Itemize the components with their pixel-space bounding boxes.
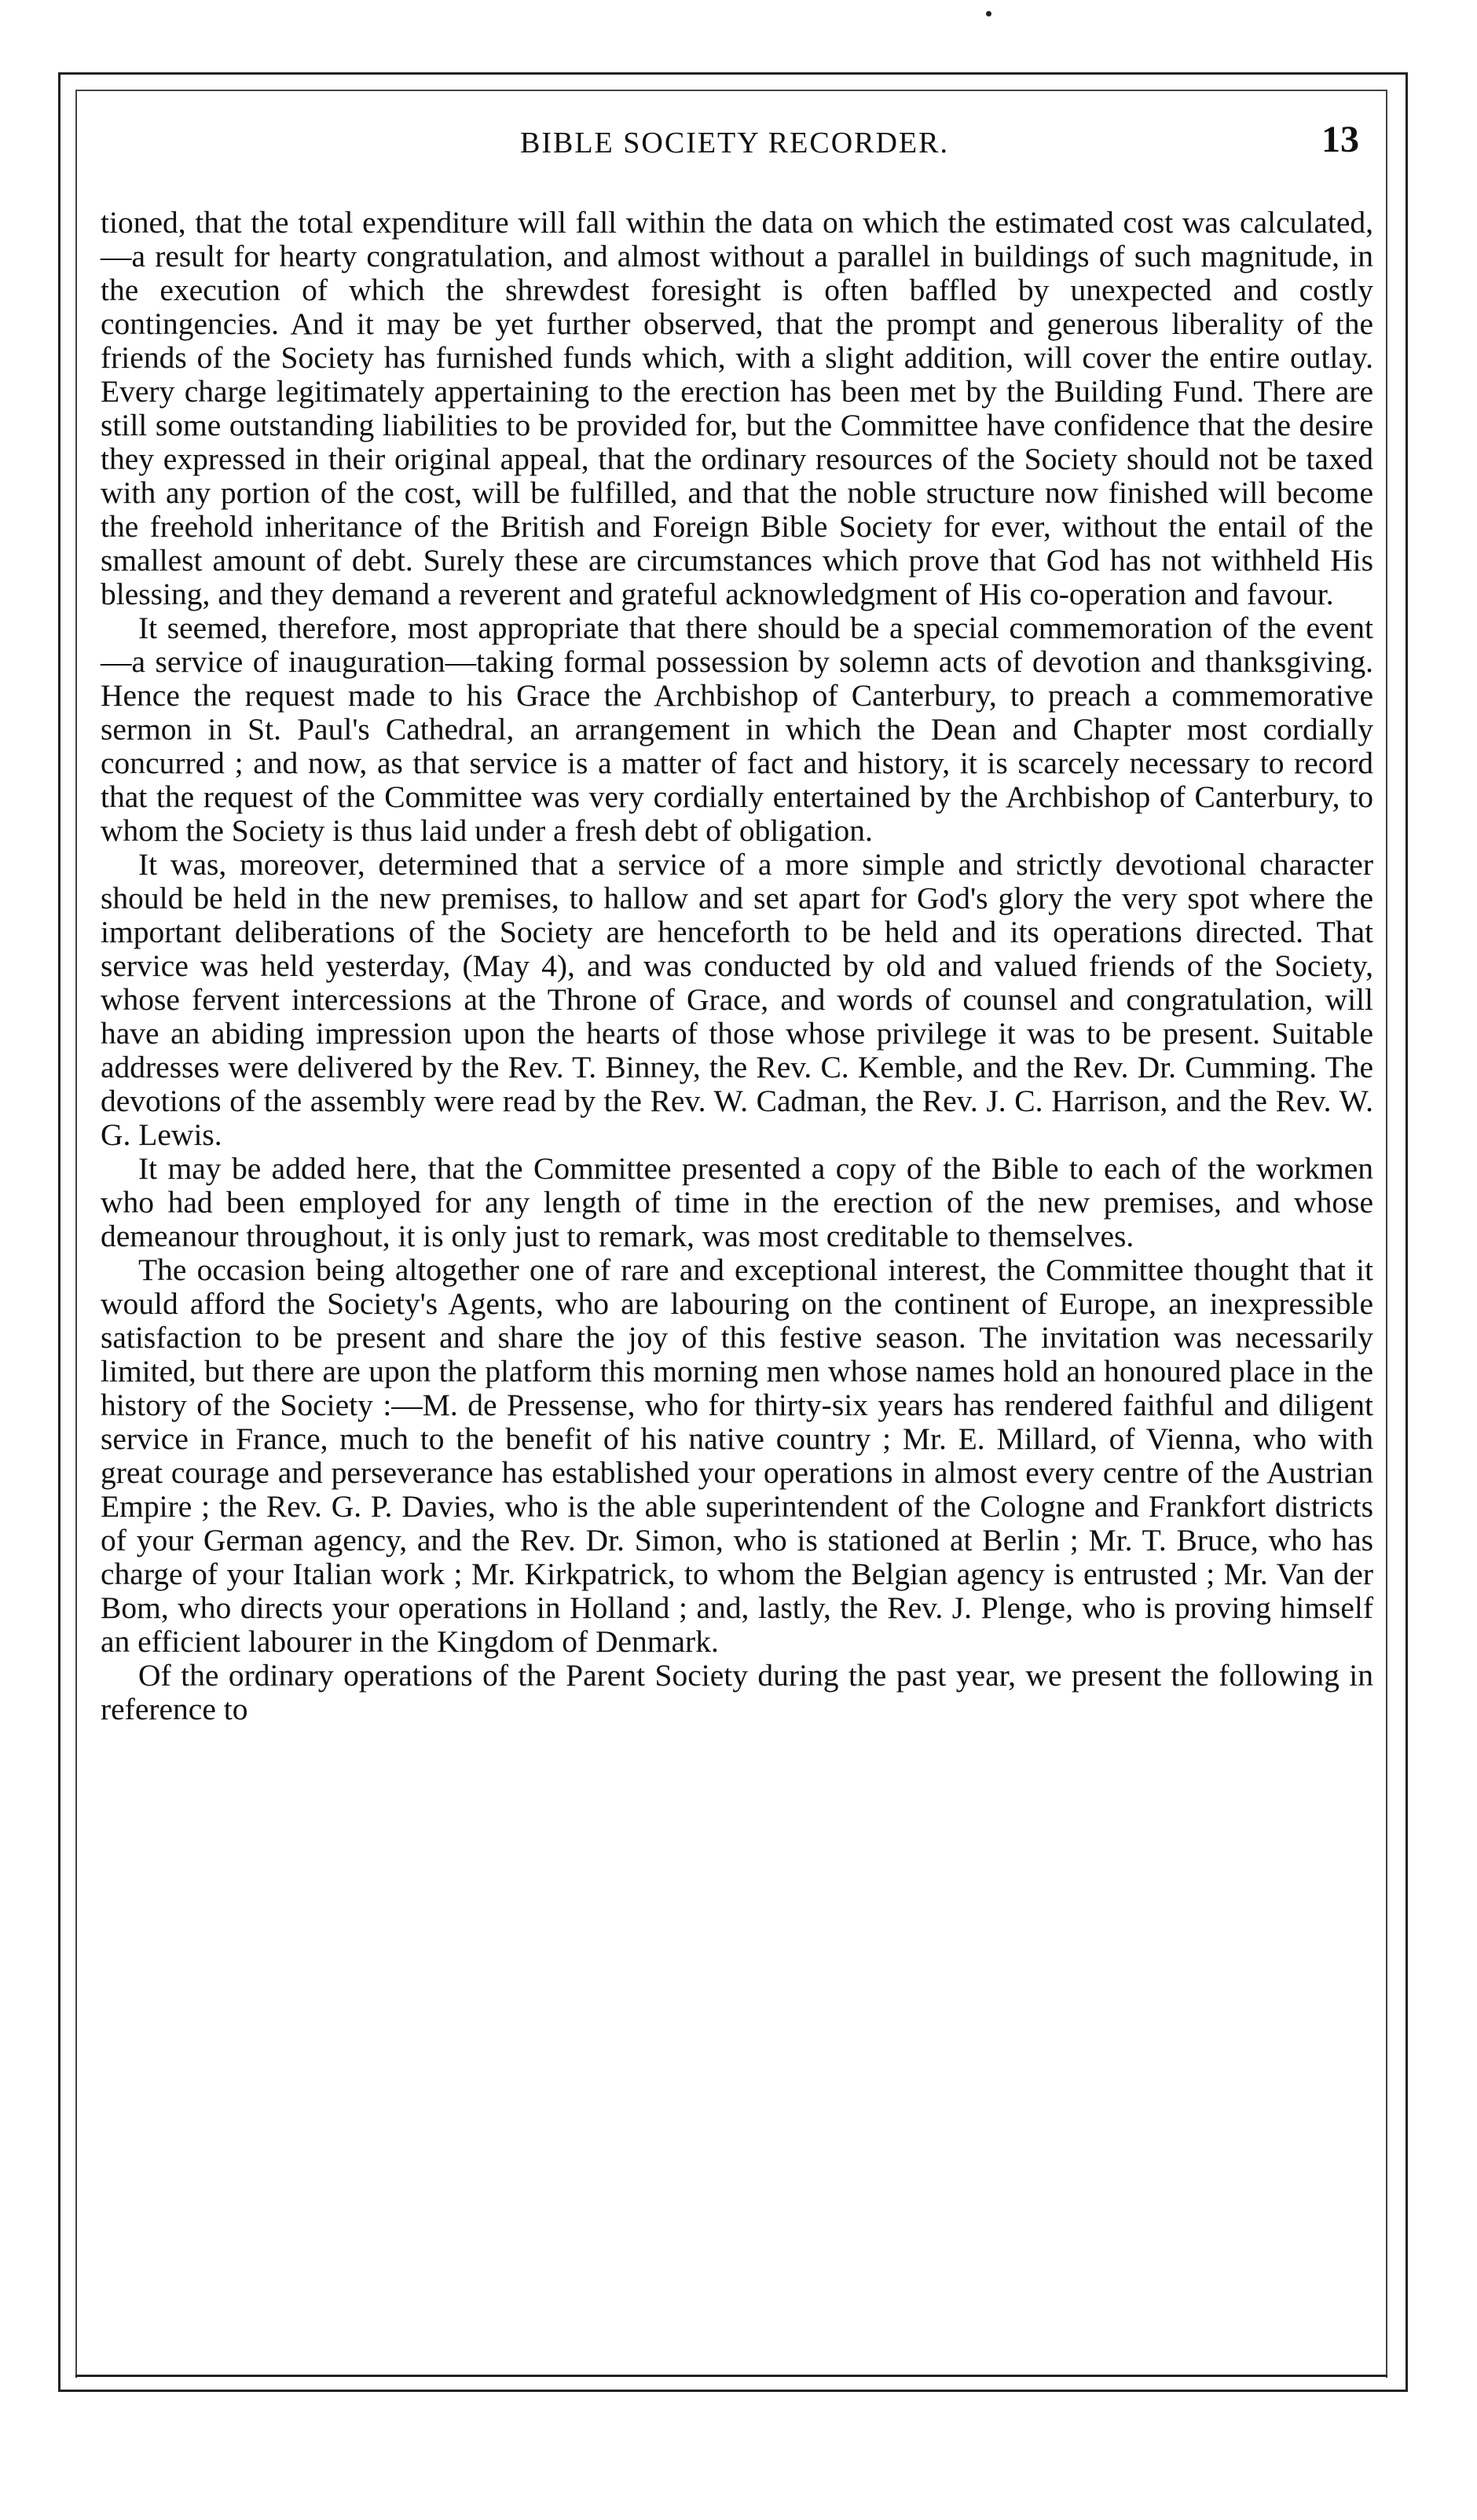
paragraph-1: tioned, that the total expenditure will fall within the data on which the estimated cost was calculated,—a result for hearty congratulation, and almost without a parallel in buildings of such magnitude, in the execution of which the shrewdest foresight is often baffled by unexpected and costly contingencies. And it may be yet further observed, that the prompt and generous liberality of the friends of the Society has furnished funds which, with a slight addition, will cover the entire outlay. Every charge legitimately appertaining to the erection has been met by the Building Fund. There are still some outstanding liabilities to be provided for, but the Committee have confidence that the desire they expressed in their original appeal, that the ordinary resources of the Society should not be taxed with any portion of the cost, will be fulfilled, and that the noble structure now finished will become the freehold inheritance of the British and Foreign Bible Society for ever, without the entail of the smallest amount of debt. Surely these are circumstances which prove that God has not withheld His blessing, and they demand a reverent and grateful acknowledgment of His co-operation and favour. — [101, 205, 1373, 611]
paragraph-3: It was, moreover, determined that a service of a more simple and strictly devotional character should be held in the new premises, to hallow and set apart for God's glory the very spot where the important deliberations of the Society are henceforth to be held and its operations directed. That service was held yesterday, (May 4), and was conducted by old and valued friends of the Society, whose fervent intercessions at the Throne of Grace, and words of counsel and congratulation, will have an abiding impression upon the hearts of those whose privilege it was to be present. Suitable addresses were delivered by the Rev. T. Binney, the Rev. C. Kemble, and the Rev. Dr. Cumming. The devotions of the assembly were read by the Rev. W. Cadman, the Rev. J. C. Harrison, and the Rev. W. G. Lewis. — [101, 847, 1373, 1152]
paragraph-2: It seemed, therefore, most appropriate that there should be a special commemoration of the event—a service of inauguration—taking formal possession by solemn acts of devotion and thanksgiving. Hence the request made to his Grace the Archbishop of Canterbury, to preach a commemorative sermon in St. Paul's Cathedral, an arrangement in which the Dean and Chapter most cordially concurred ; and now, as that service is a matter of fact and history, it is scarcely necessary to record that the request of the Committee was very cordially entertained by the Archbishop of Canterbury, to whom the Society is thus laid under a fresh debt of obligation. — [101, 611, 1373, 848]
article-body — [101, 206, 1373, 1726]
running-head: BIBLE SOCIETY RECORDER. — [520, 127, 949, 160]
paragraph-4: It may be added here, that the Committee presented a copy of the Bible to each of the workmen who had been employed for any length of time in the erection of the new premises, and whose demeanour throughout, it is only just to remark, was most creditable to themselves. — [101, 1151, 1373, 1253]
page-header — [102, 118, 1367, 173]
paragraph-6: Of the ordinary operations of the Parent Society during the past year, we present the following in reference to — [101, 1658, 1373, 1726]
bottom-rule — [75, 2375, 1387, 2377]
page-number: 13 — [1321, 119, 1359, 160]
paragraph-5: The occasion being altogether one of rare and exceptional interest, the Committee thought that it would afford the Society's Agents, who are labouring on the continent of Europe, an inexpressible satisfaction to be present and share the joy of this festive season. The invitation was necessarily limited, but there are upon the platform this morning men whose names hold an honoured place in the history of the Society :—M. de Pressense, who for thirty-six years has rendered faithful and diligent service in France, much to the benefit of his native country ; Mr. E. Millard, of Vienna, who with great courage and perseverance has established your operations in almost every centre of the Austrian Empire ; the Rev. G. P. Davies, who is the able superintendent of the Cologne and Frankfort districts of your German agency, and the Rev. Dr. Simon, who is stationed at Berlin ; Mr. T. Bruce, who has charge of your Italian work ; Mr. Kirkpatrick, to whom the Belgian agency is entrusted ; Mr. Van der Bom, who directs your operations in Holland ; and, lastly, the Rev. J. Plenge, who is proving himself an efficient labourer in the Kingdom of Denmark. — [101, 1253, 1373, 1659]
stray-mark — [986, 11, 991, 17]
